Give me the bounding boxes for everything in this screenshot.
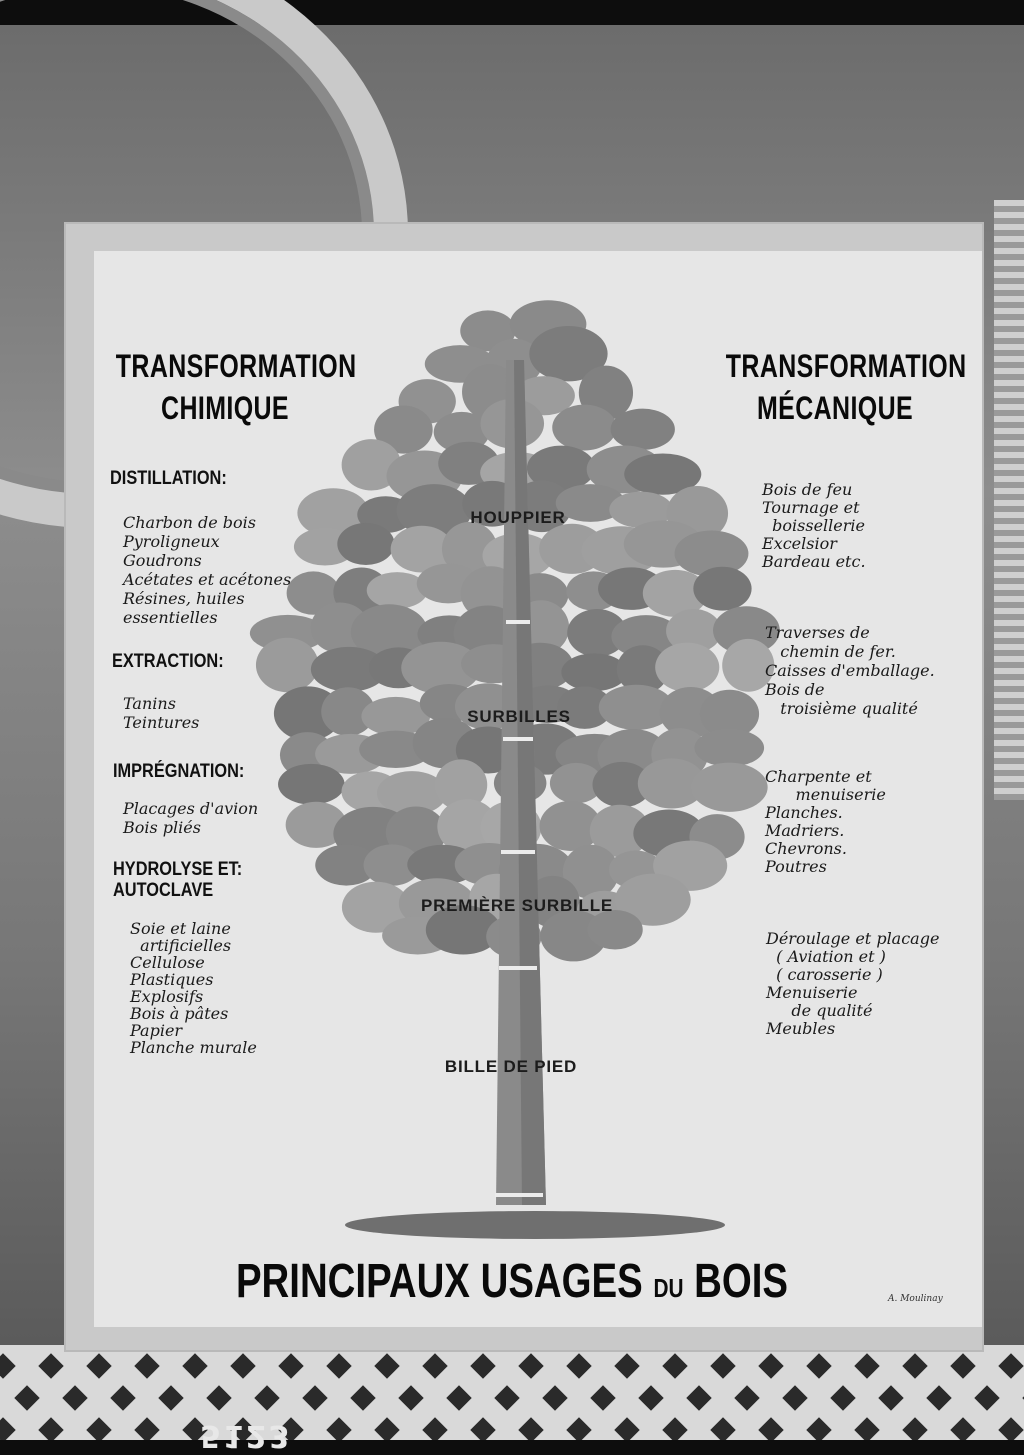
foliage-clump <box>691 763 768 812</box>
title-main: PRINCIPAUX USAGES <box>235 1255 643 1308</box>
tree-label: HOUPPIER <box>470 508 566 527</box>
group-items: Charpente et menuiserie Planches. Madriers. Chevrons. Poutres <box>765 767 886 876</box>
title-end: BOIS <box>694 1255 789 1308</box>
foliage-clump <box>611 409 675 450</box>
negative-number: 5123 <box>200 1418 292 1453</box>
group-items: Déroulage et placage ( Aviation et ) ( carosserie ) Menuiserie de qualité Meubles <box>766 929 940 1038</box>
title-du: DU <box>653 1273 684 1303</box>
foliage-clump <box>337 523 394 565</box>
right-heading-line1: TRANSFORMATION <box>725 348 967 384</box>
section-label: DISTILLATION: <box>110 468 227 489</box>
section-items: Tanins Teintures <box>123 694 200 732</box>
poster-title <box>102 1252 921 1318</box>
tree-ground <box>345 1211 725 1239</box>
tree-label: SURBILLES <box>467 707 571 726</box>
right-heading <box>725 345 967 429</box>
foliage-clump <box>693 567 751 611</box>
left-heading-line1: TRANSFORMATION <box>115 348 357 384</box>
section-items: Soie et laine artificielles Cellulose Plastiques Explosifs Bois à pâtes Papier Planche murale <box>130 919 257 1057</box>
tree-label: BILLE DE PIED <box>444 1057 578 1076</box>
cut-mark <box>503 737 533 741</box>
section-items: Placages d'avion Bois pliés <box>123 799 259 837</box>
cut-mark <box>501 850 535 854</box>
foliage-clump <box>655 643 719 692</box>
right-heading-line2: MÉCANIQUE <box>756 390 914 426</box>
section-label: IMPRÉGNATION: <box>113 761 245 782</box>
section-items: Charbon de bois Pyroligneux Goudrons Acétates et acétones Résines, huiles essentielles <box>123 513 292 627</box>
section-label: EXTRACTION: <box>112 651 224 672</box>
foliage-clump <box>278 764 345 805</box>
left-heading <box>115 345 357 429</box>
cut-mark <box>506 620 530 624</box>
foliage-clump <box>256 638 319 692</box>
tree-label: PREMIÈRE SURBILLE <box>420 896 614 915</box>
cut-mark <box>499 966 537 970</box>
section-label: HYDROLYSE ET: AUTOCLAVE <box>113 859 243 901</box>
cut-mark <box>495 1193 543 1197</box>
group-items: Bois de feu Tournage et boissellerie Excelsior Bardeau etc. <box>762 480 866 571</box>
artist-signature: A. Moulinay <box>888 1294 943 1304</box>
left-heading-line2: CHIMIQUE <box>161 390 289 426</box>
foliage-clump <box>552 405 616 451</box>
foliage-clump <box>694 729 764 767</box>
group-items: Traverses de chemin de fer. Caisses d'emballage. Bois de troisième qualité <box>765 623 935 718</box>
